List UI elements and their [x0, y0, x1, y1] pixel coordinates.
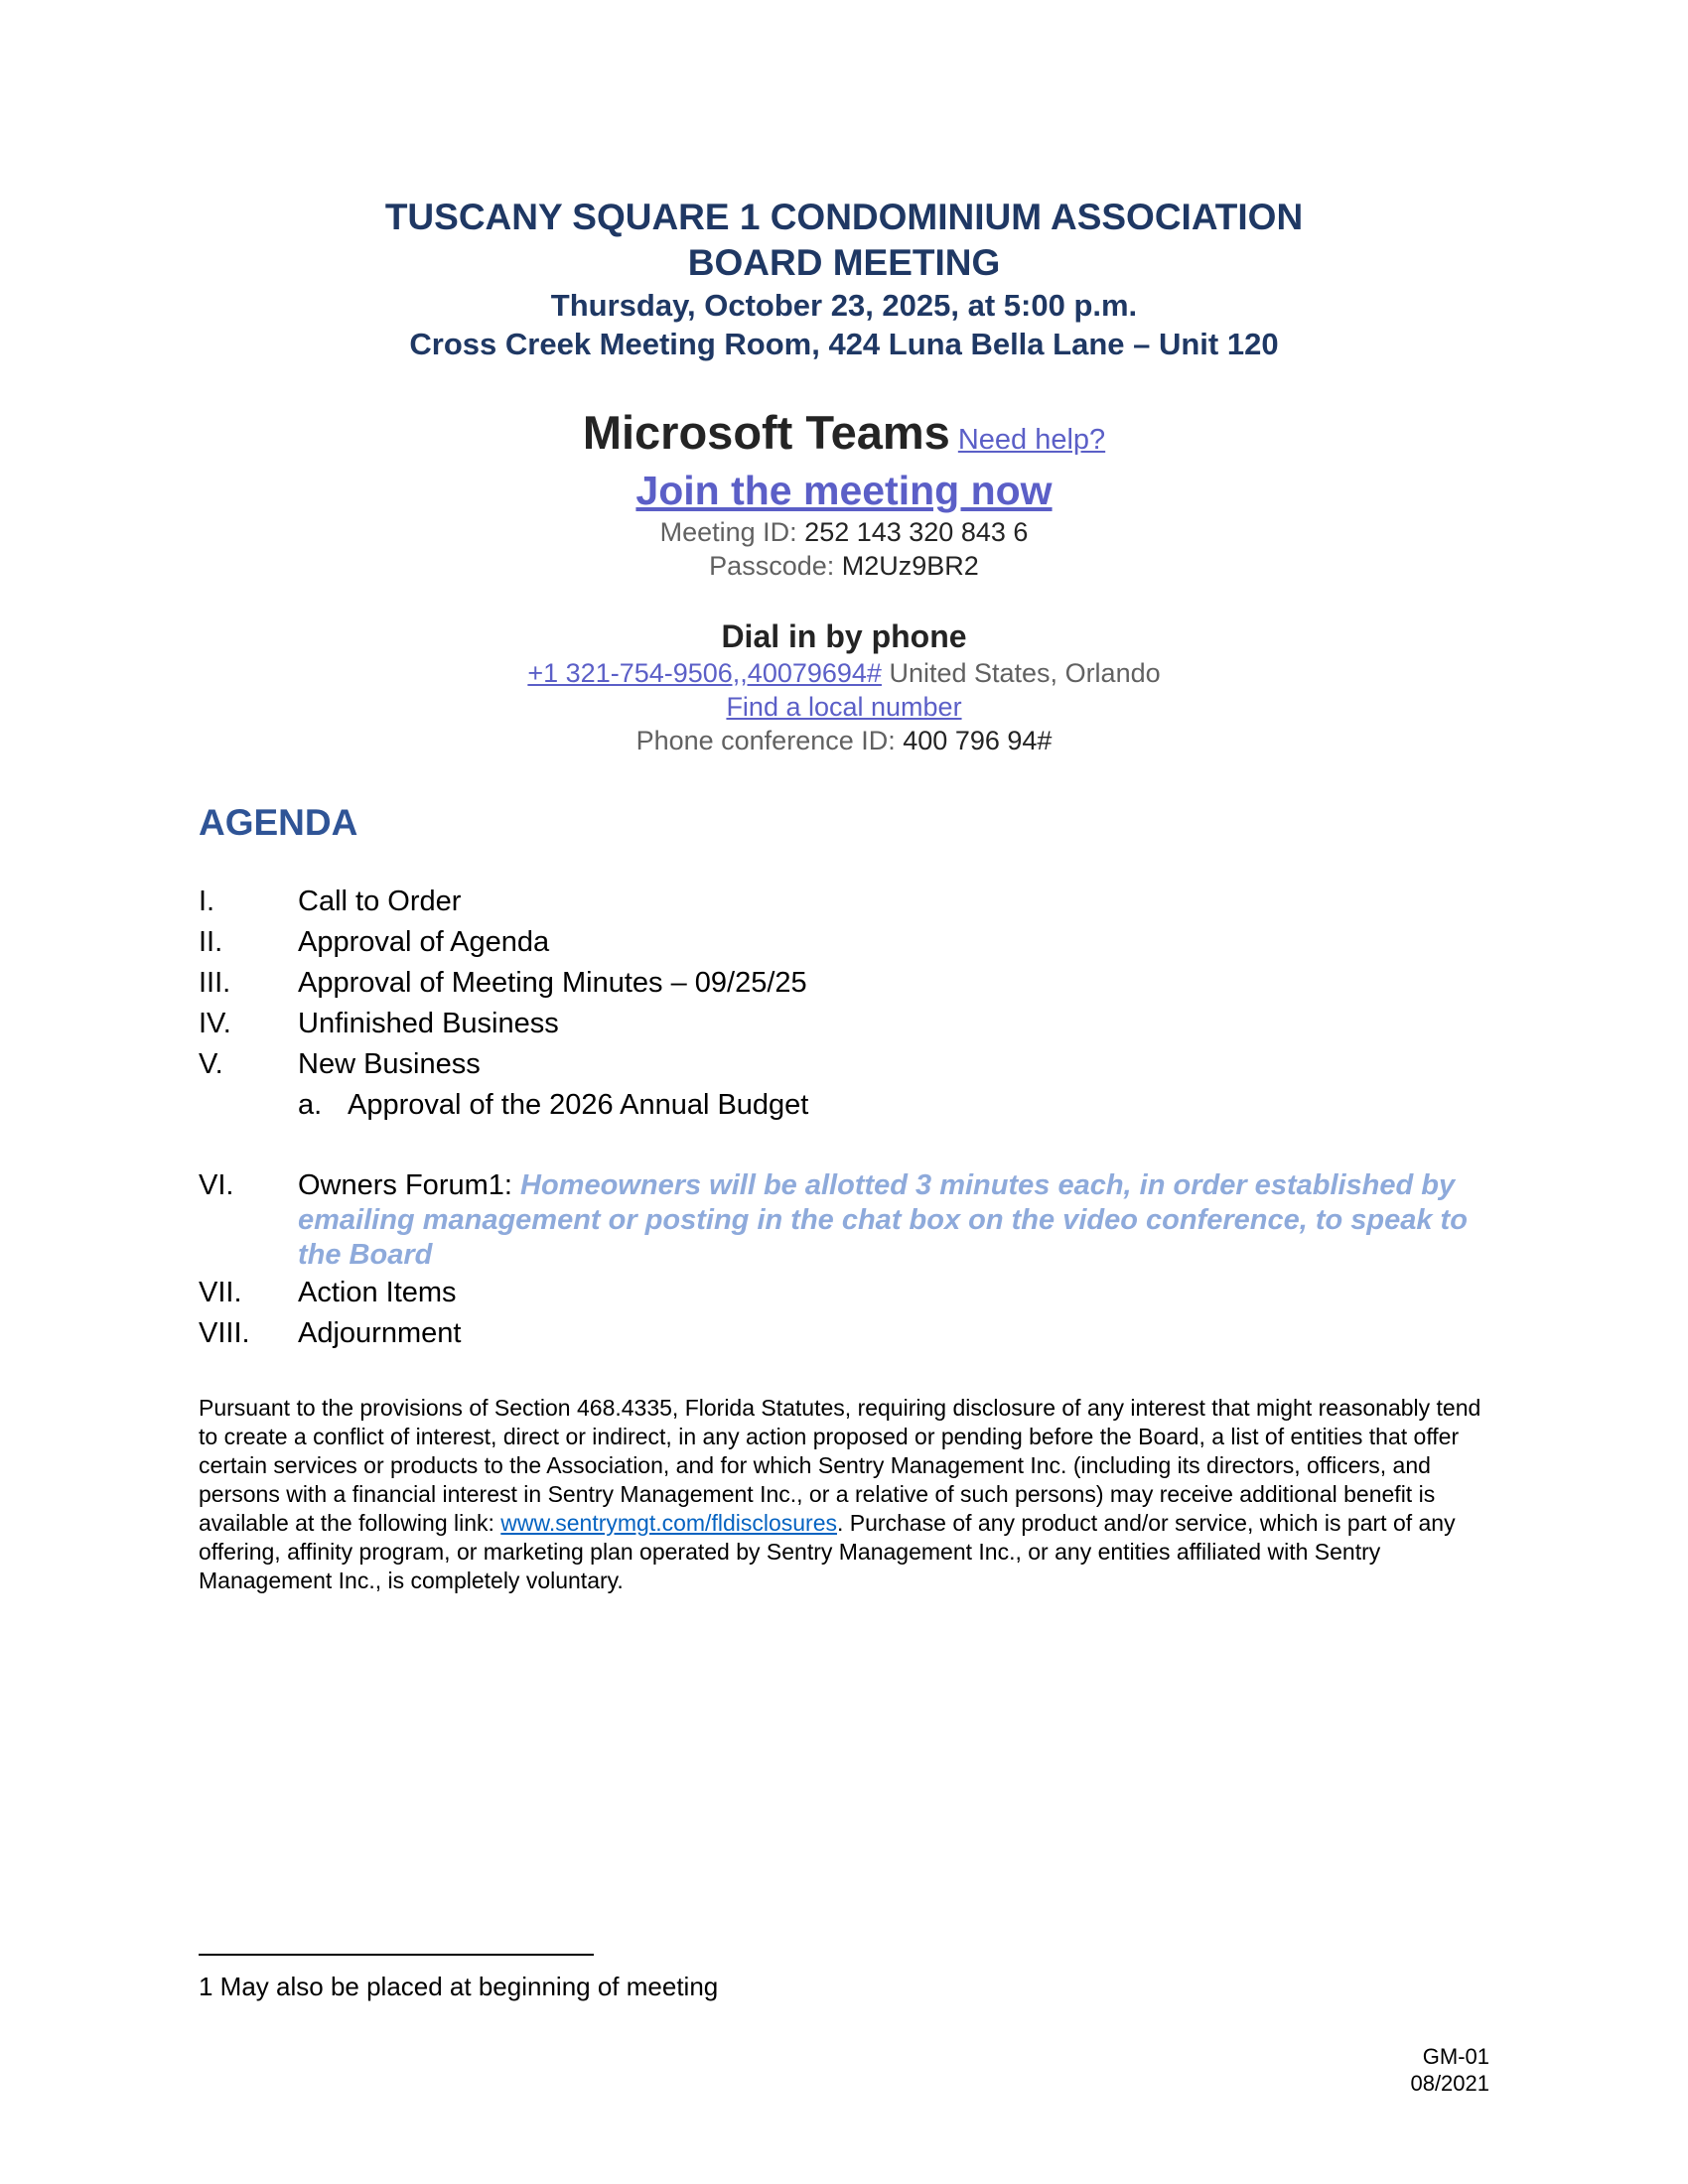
meeting-datetime: Thursday, October 23, 2025, at 5:00 p.m.: [550, 288, 1138, 323]
agenda-item-text: Call to Order: [298, 886, 462, 917]
agenda-sub-item-letter: a.: [298, 1089, 323, 1121]
need-help-link[interactable]: Need help?: [957, 424, 1106, 456]
passcode-line: [0, 549, 1688, 583]
agenda-item-number: VII.: [199, 1277, 242, 1308]
phone-location: United States, Orlando: [889, 658, 1161, 688]
phone-line: [0, 656, 1688, 690]
teams-brand: Microsoft Teams: [582, 406, 950, 459]
agenda-item-number: III.: [199, 967, 231, 999]
agenda-item-number: IV.: [199, 1008, 231, 1039]
document-header: [0, 195, 1688, 363]
agenda-item: [199, 1273, 1489, 1313]
passcode-value: M2Uz9BR2: [841, 551, 979, 581]
agenda-item-text: Approval of Agenda: [298, 926, 550, 958]
join-meeting-link[interactable]: Join the meeting now: [635, 468, 1053, 513]
owners-forum-note: Homeowners will be allotted 3 minutes each, in order established by emailing management or posting in the chat box on the video conference, to speak to the Board: [298, 1169, 1468, 1271]
agenda-item-text: Unfinished Business: [298, 1008, 559, 1039]
agenda-sub-item-text: Approval of the 2026 Annual Budget: [348, 1089, 809, 1121]
agenda-item-text: Adjournment: [298, 1317, 462, 1349]
phone-number-link[interactable]: +1 321-754-9506,,40079694#: [527, 658, 882, 688]
agenda-item-number: VI.: [199, 1169, 234, 1201]
agenda-item-number: II.: [199, 926, 223, 958]
meeting-id-label: Meeting ID:: [659, 517, 797, 547]
conference-id-value: 400 796 94#: [903, 726, 1053, 755]
agenda-list: [199, 882, 1489, 1354]
form-code-date: 08/2021: [1410, 2071, 1489, 2096]
agenda-item: [199, 1044, 1489, 1085]
owners-forum-label: Owners Forum1:: [298, 1169, 512, 1201]
agenda-item: [199, 922, 1489, 963]
passcode-label: Passcode:: [709, 551, 835, 581]
local-number-line: [0, 690, 1688, 724]
agenda-item-text: Action Items: [298, 1277, 457, 1308]
agenda-item: [199, 1004, 1489, 1044]
teams-block: [0, 405, 1688, 757]
agenda-item-number: VIII.: [199, 1317, 250, 1349]
association-name: TUSCANY SQUARE 1 CONDOMINIUM ASSOCIATION: [384, 197, 1304, 237]
agenda-item: [199, 963, 1489, 1004]
agenda-item: [199, 882, 1489, 922]
conference-id-line: [0, 724, 1688, 757]
owners-forum-text: [298, 1165, 1489, 1273]
form-code-id: GM-01: [1422, 2044, 1489, 2069]
find-local-number-link[interactable]: Find a local number: [726, 692, 962, 722]
disclosure-paragraph: [199, 1394, 1489, 1595]
conference-id-label: Phone conference ID:: [635, 726, 896, 755]
agenda-sub-item: [298, 1085, 1489, 1126]
disclosure-text-start: Pursuant to the provisions of Section 468.4335, Florida Statutes, requiring disclosure of any interest that might reasonably tend to create a conflict of interest, direct or indirect, in any action proposed or pending before the Board, a list of entities that offer certain services or products to the Association, and for which Sentry Management Inc. (including its directors, officers, and persons with a financial interest in Sentry Management Inc., or a relative of such persons) may receive additional benefit is available at the following link:: [199, 1395, 1481, 1536]
agenda-item-number: V.: [199, 1048, 223, 1080]
agenda-heading: AGENDA: [199, 802, 358, 843]
footnote-divider: [199, 1954, 594, 1956]
disclosure-text-end: . Purchase of any product and/or service, which is part of any offering, affinity program, or marketing plan operated by Sentry Management Inc., or any entities affiliated with Sentry Management Inc., is completely voluntary.: [199, 1510, 1456, 1593]
form-code: [1410, 2043, 1489, 2097]
agenda-item-text: Approval of Meeting Minutes – 09/25/25: [298, 967, 807, 999]
agenda-item-text: New Business: [298, 1048, 481, 1080]
dial-in-heading: Dial in by phone: [721, 618, 967, 654]
footnote: 1 May also be placed at beginning of meeting: [199, 1972, 719, 2001]
meeting-location: Cross Creek Meeting Room, 424 Luna Bella Lane – Unit 120: [409, 327, 1279, 361]
agenda-item: [199, 1313, 1489, 1354]
meeting-id-value: 252 143 320 843 6: [804, 517, 1029, 547]
agenda-item-number: I.: [199, 886, 215, 917]
meeting-type: BOARD MEETING: [687, 242, 1001, 283]
agenda-item-owners-forum: [199, 1165, 1489, 1273]
meeting-id-line: [0, 515, 1688, 549]
disclosures-link[interactable]: www.sentrymgt.com/fldisclosures: [500, 1510, 837, 1536]
